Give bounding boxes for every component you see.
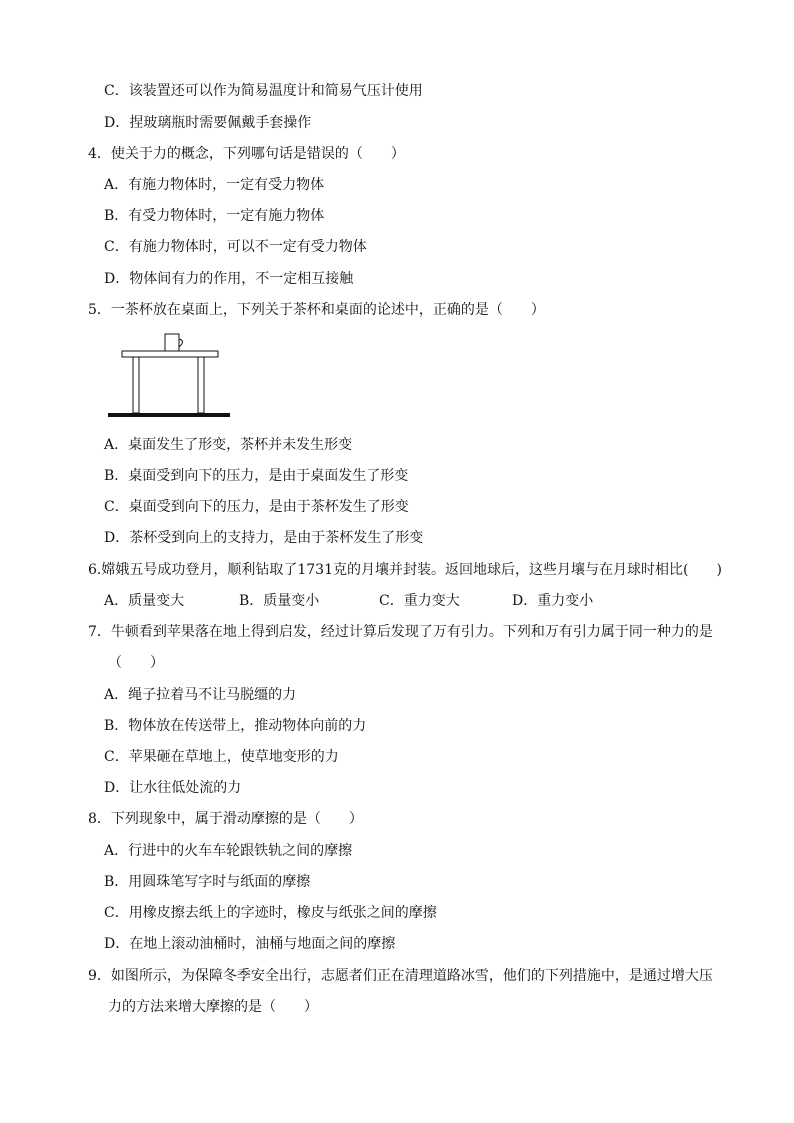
q5-option-a: A．桌面发生了形变，茶杯并未发生形变 bbox=[104, 437, 353, 453]
q5-option-b: B．桌面受到向下的压力，是由于桌面发生了形变 bbox=[104, 468, 409, 484]
q7-stem: 7．牛顿看到苹果落在地上得到启发，经过计算后发现了万有引力。下列和万有引力属于同一种力的是 bbox=[88, 624, 713, 640]
q4-stem: 4．使关于力的概念，下列哪句话是错误的（ ） bbox=[88, 146, 405, 162]
q7-option-a: A．绳子拉着马不让马脱缰的力 bbox=[104, 687, 297, 703]
q8-option-b: B．用圆珠笔写字时与纸面的摩擦 bbox=[104, 874, 311, 890]
q4-option-b: B．有受力物体时，一定有施力物体 bbox=[104, 208, 325, 224]
q5-stem: 5．一茶杯放在桌面上，下列关于茶杯和桌面的论述中，正确的是（ ） bbox=[88, 302, 545, 318]
q8-option-a: A．行进中的火车车轮跟铁轨之间的摩擦 bbox=[104, 843, 353, 859]
q8-option-c: C．用橡皮擦去纸上的字迹时，橡皮与纸张之间的摩擦 bbox=[104, 905, 437, 921]
q4-option-a: A．有施力物体时，一定有受力物体 bbox=[104, 177, 325, 193]
q6-option-a: A．质量变大 bbox=[104, 593, 185, 609]
cup-icon bbox=[165, 334, 179, 351]
cup-handle bbox=[179, 339, 183, 347]
q7-option-c: C．苹果砸在草地上，使草地变形的力 bbox=[104, 749, 339, 765]
q9-stem-continuation: 力的方法来增大摩擦的是（ ） bbox=[108, 999, 318, 1015]
ground-line bbox=[108, 413, 230, 417]
table-leg-right bbox=[198, 357, 204, 413]
q6-options bbox=[104, 592, 624, 610]
q8-stem: 8．下列现象中，属于滑动摩擦的是（ ） bbox=[88, 811, 363, 827]
table-top bbox=[122, 351, 218, 357]
q5-option-c: C．桌面受到向下的压力，是由于茶杯发生了形变 bbox=[104, 499, 409, 515]
q6-option-b: B．质量变小 bbox=[239, 593, 320, 609]
q9-stem: 9．如图所示，为保障冬季安全出行，志愿者们正在清理道路冰雪，他们的下列措施中，是通过增大压 bbox=[88, 968, 713, 984]
q6-option-c: C．重力变大 bbox=[379, 593, 460, 609]
q6-option-d: D．重力变小 bbox=[512, 593, 594, 609]
q3-option-d: D．捏玻璃瓶时需要佩戴手套操作 bbox=[104, 115, 312, 131]
q7-option-b: B．物体放在传送带上，推动物体向前的力 bbox=[104, 718, 367, 734]
q3-option-c: C．该装置还可以作为简易温度计和简易气压计使用 bbox=[104, 83, 423, 99]
q7-stem-continuation: （ ） bbox=[108, 655, 164, 671]
q4-option-d: D．物体间有力的作用，不一定相互接触 bbox=[104, 271, 354, 287]
table-with-cup-figure bbox=[108, 332, 232, 422]
q5-option-d: D．茶杯受到向上的支持力，是由于茶杯发生了形变 bbox=[104, 530, 424, 546]
table-leg-left bbox=[133, 357, 139, 413]
q7-option-d: D．让水往低处流的力 bbox=[104, 780, 242, 796]
q6-stem: 6.嫦娥五号成功登月，顺利钻取了1731克的月壤并封装。返回地球后，这些月壤与在月球时相比( ) bbox=[88, 562, 722, 578]
q4-option-c: C．有施力物体时，可以不一定有受力物体 bbox=[104, 239, 367, 255]
q8-option-d: D．在地上滚动油桶时，油桶与地面之间的摩擦 bbox=[104, 936, 396, 952]
